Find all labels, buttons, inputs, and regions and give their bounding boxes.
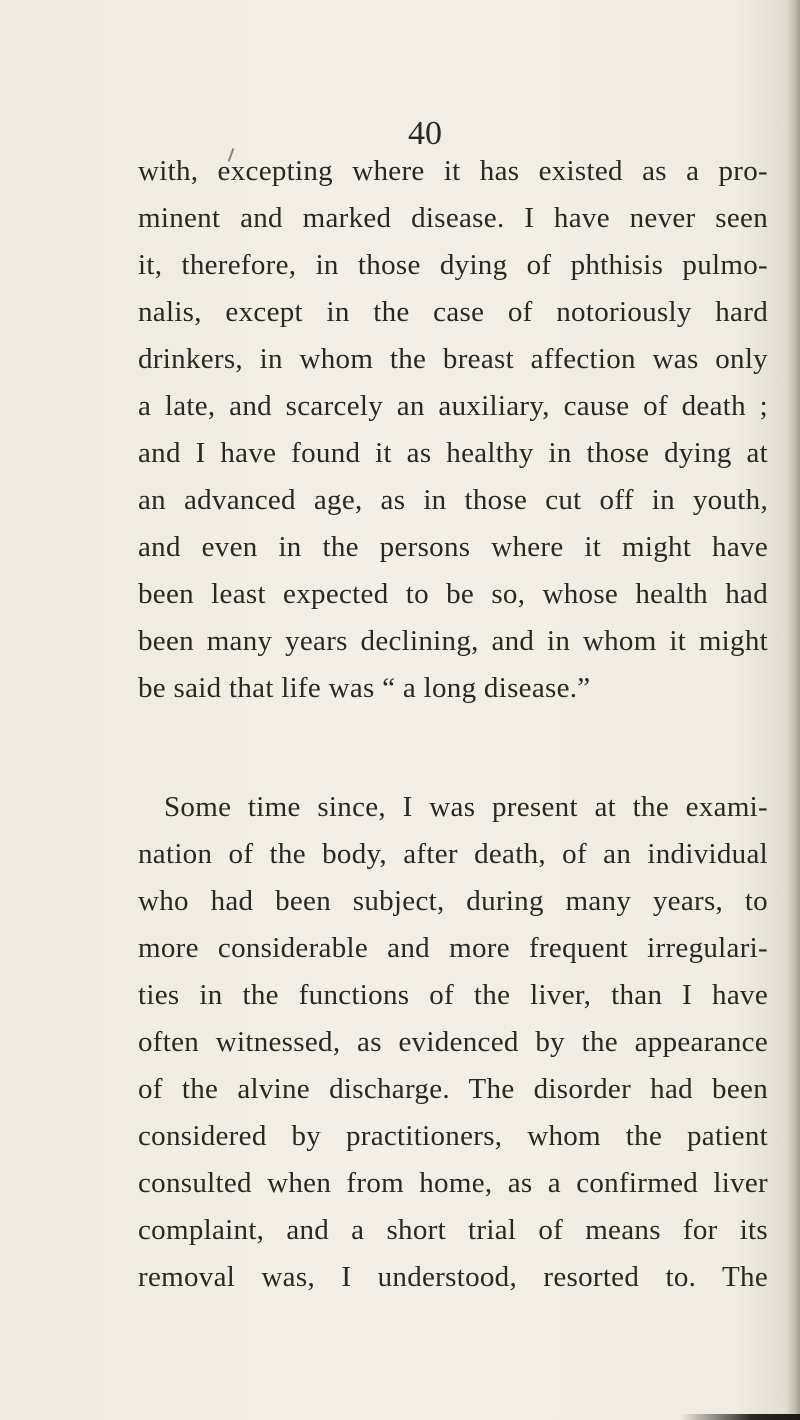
text-line: drinkers, in whom the breast affection was only [138, 343, 768, 375]
text-line: ties in the functions of the liver, than I have [138, 979, 768, 1011]
paragraph-gap [138, 712, 768, 784]
text-line: of the alvine discharge. The disorder had been [138, 1073, 768, 1105]
text-line: nation of the body, after death, of an individual [138, 838, 768, 870]
text-line: been least expected to be so, whose health had [138, 578, 768, 610]
text-line: removal was, I understood, resorted to. The [138, 1261, 768, 1293]
text-line: more considerable and more frequent irregulari- [138, 932, 768, 964]
page-corner-shadow [680, 1414, 800, 1420]
text-line: it, therefore, in those dying of phthisis pulmo- [138, 249, 768, 281]
body-text [138, 148, 768, 1301]
text-line: who had been subject, during many years, to [138, 885, 768, 917]
text-line: often witnessed, as evidenced by the appearance [138, 1026, 768, 1058]
text-line: consulted when from home, as a confirmed liver [138, 1167, 768, 1199]
text-line: and even in the persons where it might have [138, 531, 768, 563]
text-line: with, excepting where it has existed as a pro- [138, 155, 768, 187]
page-edge-shadow [786, 0, 800, 1420]
paragraph-1 [138, 148, 768, 712]
text-line: been many years declining, and in whom it might [138, 625, 768, 657]
paragraph-2 [138, 784, 768, 1301]
text-line: minent and marked disease. I have never seen [138, 202, 768, 234]
text-line: complaint, and a short trial of means for its [138, 1214, 768, 1246]
text-line: Some time since, I was present at the exami- [164, 791, 768, 823]
text-line: be said that life was “ a long disease.” [138, 672, 591, 704]
text-line: and I have found it as healthy in those dying at [138, 437, 768, 469]
page-number: 40 [408, 115, 442, 152]
text-line: a late, and scarcely an auxiliary, cause of death ; [138, 390, 768, 422]
text-line: an advanced age, as in those cut off in youth, [138, 484, 768, 516]
text-line: nalis, except in the case of notoriously hard [138, 296, 768, 328]
text-line: considered by practitioners, whom the patient [138, 1120, 768, 1152]
